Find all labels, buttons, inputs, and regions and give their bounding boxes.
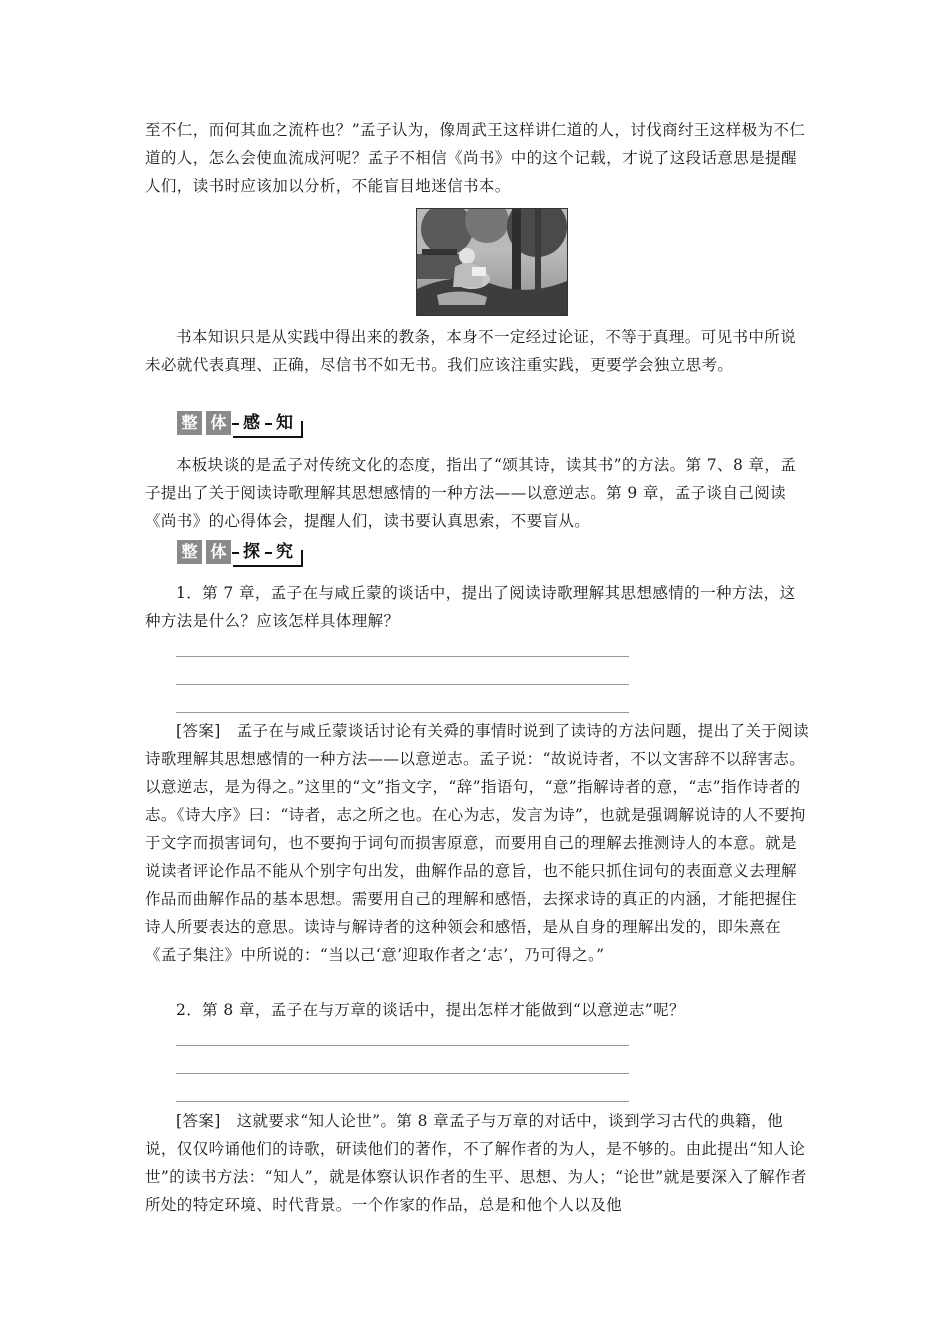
header-char: 究 [276,542,293,562]
header-underline-bar [301,421,303,437]
header-underline [233,436,303,438]
photo-graphic [417,209,567,315]
overview-paragraph [145,451,810,535]
header-dash [232,423,239,425]
book-paragraph [145,323,810,379]
question-1-text: 1．第 7 章，孟子在与咸丘蒙的谈话中，提出了阅读诗歌理解其思想感情的一种方法，这种方法是什么？应该怎样具体理解？ [145,584,796,630]
book-paragraph-text: 书本知识只是从实践中得出来的教条，本身不一定经过论证，不等于真理。可见书中所说未必就代表真理、正确，尽信书不如无书。我们应该注重实践，更要学会独立思考。 [145,328,797,374]
header-char: 探 [243,542,260,562]
answer-line[interactable] [176,1045,629,1046]
header-char: 知 [276,413,293,433]
header-dash [265,552,272,554]
header-char: 体 [206,540,231,564]
header-dash [265,423,272,425]
question-1 [145,579,810,635]
answer-line[interactable] [176,656,629,657]
header-underline [233,565,303,567]
answer-2-text: 这就要求“知人论世”。第 8 章孟子与万章的对话中，谈到学习古代的典籍，他说，仅仅吟诵他们的诗歌，研读他们的著作，不了解作者的为人，是不够的。由此提出“知人论世”的读书方法：“知人”，就是体察认识作者的生平、思想、为人；“论世”就是要深入了解作者所处的特定环境、时代背景。一个作家的作品，总是和他个人以及他 [145,1112,807,1214]
answer-line[interactable] [176,712,629,713]
question-2 [145,996,810,1024]
question-2-text: 2．第 8 章，孟子在与万章的谈话中，提出怎样才能做到“以意逆志”呢？ [176,1001,685,1019]
header-char: 整 [177,540,202,564]
answer-1 [145,717,810,969]
answer-2 [145,1107,810,1219]
answer-line[interactable] [176,1073,629,1074]
answer-tag: [答案] [176,722,221,740]
header-char: 体 [206,411,231,435]
overview-paragraph-text: 本板块谈的是孟子对传统文化的态度，指出了“颂其诗，读其书”的方法。第 7、8 章，孟子提出了关于阅读诗歌理解其思想感情的一种方法——以意逆志。第 9 章，孟子谈自己阅读《尚书》的心得体会，提醒人们，读书要认真思索，不要盲从。 [145,456,797,530]
answer-line[interactable] [176,1101,629,1102]
header-underline-bar [301,550,303,566]
answer-line[interactable] [176,684,629,685]
reading-monk-photo [416,208,568,316]
intro-paragraph: 至不仁，而何其血之流杵也？”孟子认为，像周武王这样讲仁道的人，讨伐商纣王这样极为不仁道的人，怎么会使血流成河呢？孟子不相信《尚书》中的这个记载，才说了这段话意思是提醒人们，读书时应该加以分析，不能盲目地迷信书本。 [145,121,806,195]
header-dash [232,552,239,554]
header-char: 感 [243,413,260,433]
answer-1-text: 孟子在与咸丘蒙谈话讨论有关舜的事情时说到了读诗的方法问题，提出了关于阅读诗歌理解其思想感情的一种方法——以意逆志。孟子说：“故说诗者，不以文害辞不以辞害志。以意逆志，是为得之。”这里的“文”指文字，“辞”指语句，“意”指解诗者的意，“志”指作诗者的志。《诗大序》曰：“诗者，志之所之也。在心为志，发言为诗”，也就是强调解说诗的人不要拘于文字而损害词句，也不要拘于词句而损害原意，而要用自己的理解去推测诗人的本意。就是说读者评论作品不能从个别字句出发，曲解作品的意旨，也不能只抓住词句的表面意义去理解作品而曲解作品的基本思想。需要用自己的理解和感悟，去探求诗的真正的内涵，才能把握住诗人所要表达的意思。读诗与解诗者的这种领会和感悟，是从自身的理解出发的，即朱熹在《孟子集注》中所说的：“当以己‘意’迎取作者之‘志’，乃可得之。” [145,722,810,964]
header-char: 整 [177,411,202,435]
answer-tag: [答案] [176,1112,221,1130]
